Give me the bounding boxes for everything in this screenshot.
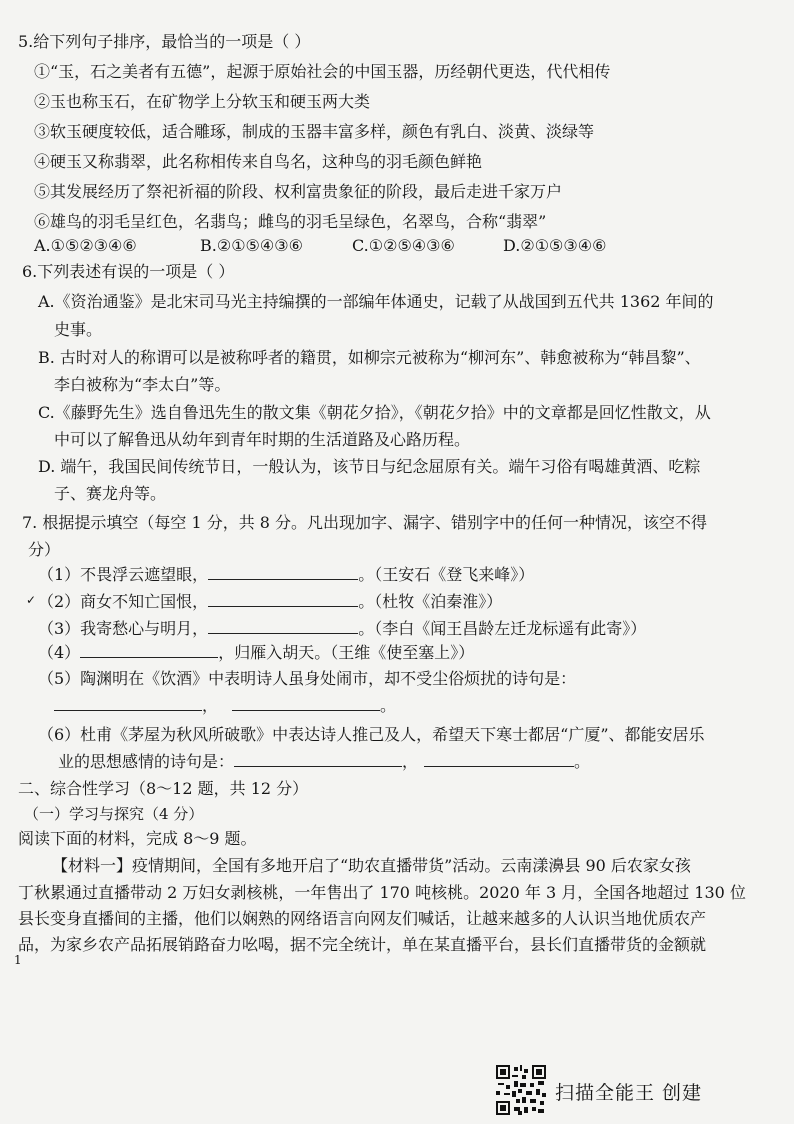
q5-option-d: D.②①⑤③④⑥ bbox=[503, 236, 607, 255]
q5-sentence-2: ②玉也称玉石，在矿物学上分软玉和硬玉两大类 bbox=[34, 92, 371, 111]
q7-title-line1: 7. 根据提示填空（每空 1 分，共 8 分。凡出现加字、漏字、错别字中的任何一种情况，该空不得 bbox=[22, 513, 708, 532]
answer-blank[interactable] bbox=[208, 565, 358, 580]
q5-option-c: C.①②⑤④③⑥ bbox=[352, 236, 455, 255]
q7-item-1: （1）不畏浮云遮望眼， 。（王安石《登飞来峰》） bbox=[38, 565, 535, 584]
q6-option-a-line2: 史事。 bbox=[54, 320, 103, 339]
q7-item-2: （2）商女不知亡国恨， 。（杜牧《泊秦淮》） bbox=[38, 592, 503, 611]
q7-item-6-line2: 业的思想感情的诗句是： ， 。 bbox=[58, 752, 591, 771]
q7-item-6-line1: （6）杜甫《茅屋为秋风所破歌》中表达诗人推己及人，希望天下寒士都居“广厦”、都能安居乐 bbox=[38, 725, 705, 744]
answer-blank[interactable] bbox=[80, 643, 218, 658]
page-number: 1 bbox=[14, 953, 22, 967]
material-1-line3: 县长变身直播间的主播，他们以娴熟的网络语言向网友们喊话，让越来越多的人认识当地优质农产 bbox=[18, 909, 707, 928]
q6-option-b-line2: 李白被称为“李太白”等。 bbox=[54, 375, 231, 394]
material-1-line1: 【材料一】疫情期间，全国有多地开启了“助农直播带货”活动。云南漾濞县 90 后农家女孩 bbox=[52, 856, 691, 875]
q7-item-5-blanks: ， 。 bbox=[54, 696, 396, 716]
answer-blank[interactable] bbox=[54, 696, 202, 711]
q5-sentence-5: ⑤其发展经历了祭祀祈福的阶段、权利富贵象征的阶段，最后走进千家万户 bbox=[34, 182, 563, 201]
q6-option-d-line1: D. 端午，我国民间传统节日，一般认为，该节日与纪念屈原有关。端午习俗有喝雄黄酒、吃粽 bbox=[38, 457, 701, 476]
answer-blank[interactable] bbox=[424, 752, 574, 767]
section-2-subtitle: （一）学习与探究（4 分） bbox=[24, 805, 204, 823]
answer-blank[interactable] bbox=[208, 592, 358, 607]
section-2-title: 二、综合性学习（8～12 题，共 12 分） bbox=[18, 779, 309, 798]
q5-sentence-1: ①“玉，石之美者有五德”，起源于原始社会的中国玉器，历经朝代更迭，代代相传 bbox=[34, 62, 611, 81]
q5-title: 5.给下列句子排序，最恰当的一项是（ ） bbox=[18, 32, 311, 51]
q5-sentence-4: ④硬玉又称翡翠，此名称相传来自鸟名，这种鸟的羽毛颜色鲜艳 bbox=[34, 152, 483, 171]
answer-blank[interactable] bbox=[232, 696, 380, 711]
scanner-brand-text: 扫描全能王 创建 bbox=[555, 1082, 703, 1104]
material-1-line4: 品，为家乡农产品拓展销路奋力吆喝，据不完全统计，单在某直播平台，县长们直播带货的金额就 bbox=[18, 935, 707, 954]
answer-blank[interactable] bbox=[234, 752, 402, 767]
q7-item-4: （4） ，归雁入胡天。（王维《使至塞上》） bbox=[38, 643, 475, 662]
q6-option-d-line2: 子、赛龙舟等。 bbox=[54, 484, 167, 503]
q5-option-a: A.①⑤②③④⑥ bbox=[34, 236, 137, 255]
section-2-intro: 阅读下面的材料，完成 8～9 题。 bbox=[18, 829, 257, 848]
q6-option-a-line1: A.《资治通鉴》是北宋司马光主持编撰的一部编年体通史，记载了从战国到五代共 1362 年间的 bbox=[38, 292, 714, 311]
q7-item-3: （3）我寄愁心与明月， 。（李白《闻王昌龄左迁龙标遥有此寄》） bbox=[38, 619, 647, 638]
qr-code-icon bbox=[496, 1065, 546, 1115]
q6-option-b-line1: B. 古时对人的称谓可以是被称呼者的籍贯，如柳宗元被称为“柳河东”、韩愈被称为“韩昌黎”、 bbox=[38, 348, 701, 367]
q5-sentence-3: ③软玉硬度较低，适合雕琢，制成的玉器丰富多样，颜色有乳白、淡黄、淡绿等 bbox=[34, 122, 595, 141]
q6-title: 6.下列表述有误的一项是（ ） bbox=[22, 262, 235, 281]
tick-mark: ✓ bbox=[26, 593, 37, 607]
q5-sentence-6: ⑥雄鸟的羽毛呈红色，名翡鸟；雌鸟的羽毛呈绿色，名翠鸟，合称“翡翠” bbox=[34, 212, 547, 231]
q7-title-line2: 分） bbox=[28, 540, 61, 559]
q7-item-5: （5）陶渊明在《饮酒》中表明诗人虽身处闹市，却不受尘俗烦扰的诗句是： bbox=[38, 669, 577, 688]
q6-option-c-line1: C.《藤野先生》选自鲁迅先生的散文集《朝花夕拾》，《朝花夕拾》中的文章都是回忆性散文，从 bbox=[38, 403, 711, 422]
answer-blank[interactable] bbox=[208, 619, 358, 634]
material-1-line2: 丁秋累通过直播带动 2 万妇女剥核桃，一年售出了 170 吨核桃。2020 年 3 月，全国各地超过 130 位 bbox=[18, 883, 746, 902]
q5-option-b: B.②①⑤④③⑥ bbox=[200, 236, 303, 255]
q6-option-c-line2: 中可以了解鲁迅从幼年到青年时期的生活道路及心路历程。 bbox=[54, 430, 471, 449]
